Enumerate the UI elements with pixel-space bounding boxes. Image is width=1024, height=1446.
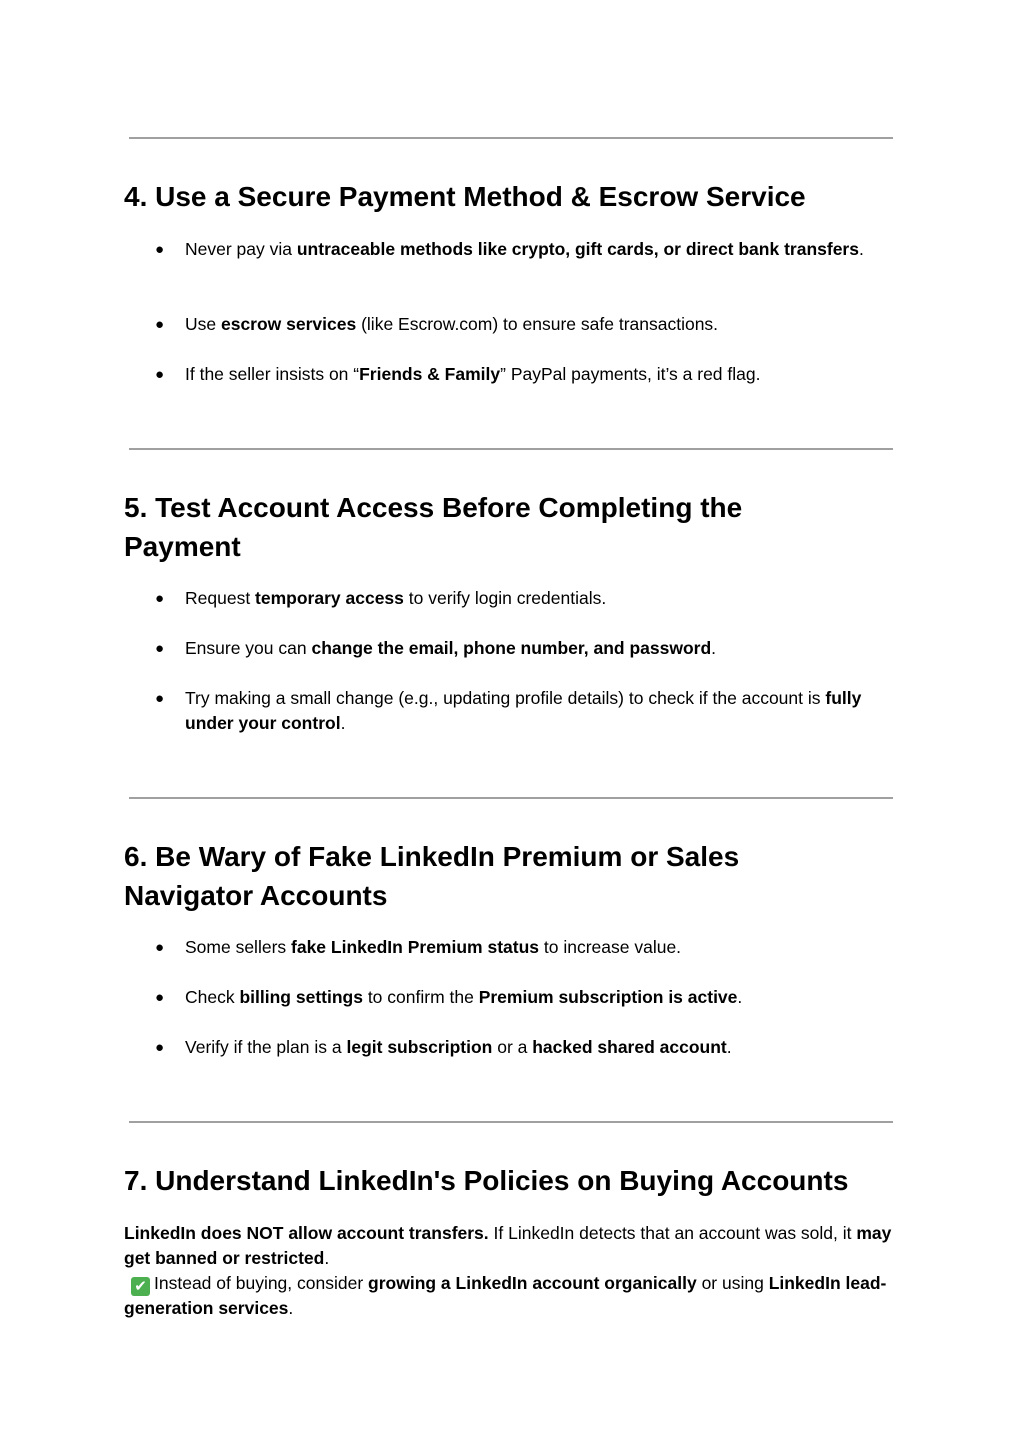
- bold-text: LinkedIn lead-generation services: [124, 1273, 887, 1318]
- bullet-text: Request temporary access to verify login credentials.: [185, 588, 607, 608]
- bullet-text: Check billing settings to confirm the Premium subscription is active.: [185, 987, 743, 1007]
- bullet-item: [155, 237, 895, 262]
- bullet-item: [155, 686, 895, 736]
- bold-text: may get banned or restricted: [124, 1223, 892, 1268]
- bullet-dot-icon: ●: [155, 640, 165, 657]
- bold-text: hacked shared account: [532, 1037, 727, 1057]
- bullet-dot-icon: ●: [155, 366, 165, 383]
- bold-text: Premium subscription is active: [478, 987, 738, 1007]
- bullet-item: [155, 362, 895, 387]
- bullet-dot-icon: ●: [155, 241, 165, 258]
- bullet-item: [155, 985, 895, 1010]
- horizontal-divider: [129, 1121, 893, 1123]
- horizontal-divider: [129, 797, 893, 799]
- bold-text: fully under your control: [185, 688, 862, 733]
- recommendation-text: Instead of buying, consider growing a LinkedIn account organically or using LinkedIn lead-generation services.: [124, 1273, 887, 1318]
- horizontal-divider: [129, 137, 893, 139]
- closing-paragraph: [124, 1221, 904, 1321]
- policy-statement: LinkedIn does NOT allow account transfers. If LinkedIn detects that an account was sold, it may get banned or restricted.: [124, 1223, 892, 1268]
- bullet-item: [155, 935, 895, 960]
- bullet-dot-icon: ●: [155, 939, 165, 956]
- bullet-item: [155, 312, 895, 337]
- bullet-text: If the seller insists on “Friends & Family” PayPal payments, it’s a red flag.: [185, 364, 761, 384]
- bold-text: fake LinkedIn Premium status: [291, 937, 540, 957]
- bold-text: legit subscription: [346, 1037, 493, 1057]
- bullet-text: Verify if the plan is a legit subscription or a hacked shared account.: [185, 1037, 732, 1057]
- bullet-text: Use escrow services (like Escrow.com) to ensure safe transactions.: [185, 314, 719, 334]
- section-heading: 4. Use a Secure Payment Method & Escrow Service: [124, 181, 806, 212]
- section-heading: 7. Understand LinkedIn's Policies on Buying Accounts: [124, 1165, 849, 1196]
- bold-text: untraceable methods like crypto, gift cards, or direct bank transfers: [296, 239, 859, 259]
- bullet-text: Ensure you can change the email, phone number, and password.: [185, 638, 717, 658]
- bold-text: temporary access: [255, 588, 404, 608]
- horizontal-divider: [129, 448, 893, 450]
- bold-text: LinkedIn does NOT allow account transfers.: [124, 1223, 489, 1243]
- bold-text: billing settings: [239, 987, 363, 1007]
- bullet-text: Some sellers fake LinkedIn Premium status to increase value.: [185, 937, 682, 957]
- bullet-dot-icon: ●: [155, 590, 165, 607]
- bold-text: Friends & Family: [359, 364, 501, 384]
- bold-text: growing a LinkedIn account organically: [368, 1273, 697, 1293]
- bullet-dot-icon: ●: [155, 316, 165, 333]
- bullet-item: [155, 636, 895, 661]
- bullet-dot-icon: ●: [155, 989, 165, 1006]
- bullet-item: [155, 586, 895, 611]
- bullet-text: Try making a small change (e.g., updating profile details) to check if the account is fully under your control.: [185, 688, 862, 733]
- bullet-dot-icon: ●: [155, 690, 165, 707]
- bold-text: change the email, phone number, and password: [311, 638, 712, 658]
- section-heading: 6. Be Wary of Fake LinkedIn Premium or Sales Navigator Accounts: [124, 841, 740, 911]
- bullet-text: Never pay via untraceable methods like crypto, gift cards, or direct bank transfers.: [185, 239, 864, 259]
- bullet-item: [155, 1035, 895, 1060]
- bullet-dot-icon: ●: [155, 1039, 165, 1056]
- bold-text: escrow services: [220, 314, 357, 334]
- section-heading: 5. Test Account Access Before Completing the Payment: [124, 492, 743, 562]
- check-mark-icon: ✔: [131, 1277, 150, 1296]
